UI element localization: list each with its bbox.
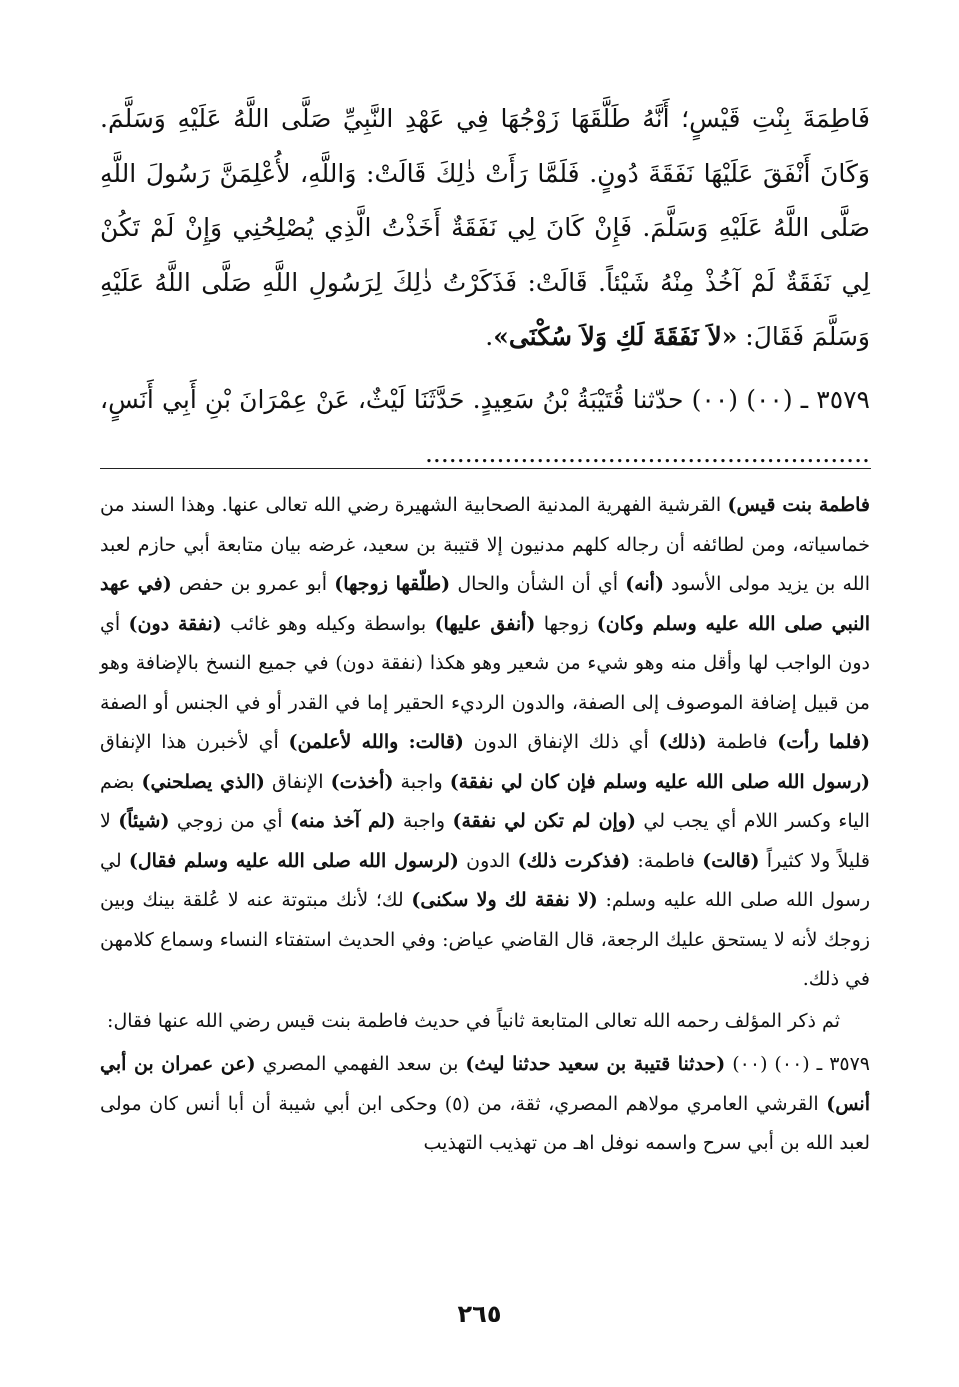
commentary-segment: أي أن الشأن والحال (450, 573, 626, 595)
continuation-dots: ........................................................ (424, 439, 870, 468)
hadith-paragraph: فَاطِمَةَ بِنْتِ قَيْسٍ؛ أَنَّهُ طَلَّقَهَا زَوْجُهَا فِي عَهْدِ النَّبِيِّ صَلَّى اللَّهُ عَلَيْهِ وَسَلَّمَ. وَكَانَ أَنْفَقَ عَلَيْهَا نَفَقَةَ دُونٍ. فَلَمَّا رَأَتْ ذٰلِكَ قَالَتْ: وَاللَّهِ، لأُعْلِمَنَّ رَسُولَ اللَّهِ صَلَّى اللَّهُ عَلَيْهِ وَسَلَّمَ. فَإِنْ كَانَ لِي نَفَقَةٌ أَخَذْتُ الَّذِي يُصْلِحُنِي وَإِنْ لَمْ تَكُنْ لِي نَفَقَةٌ لَمْ آخُذْ مِنْهُ شَيْئاً. قَالَتْ: فَذَكَرْتُ ذٰلِكَ لِرَسُولِ اللَّهِ صَلَّى اللَّهُ عَلَيْهِ وَسَلَّمَ فَقَالَ: «لاَ نَفَقَةَ لَكِ وَلاَ سُكْنَى». (100, 104, 870, 351)
bold-quote-segment: (فذكرت ذلك) (517, 849, 631, 872)
bold-quote-segment: (أنه) (625, 573, 664, 595)
commentary-segment: ثم ذكر المؤلف رحمه الله تعالى المتابعة ثانياً في حديث فاطمة بنت قيس رضي الله عنها فقال: (107, 1009, 840, 1032)
bold-quote-segment: (لا نفقة لك ولا سكنى) (411, 889, 598, 911)
bold-quote-segment: (حدثنا قتيبة بن سعيد حدثنا ليث) (465, 1053, 726, 1075)
bold-quote-segment: (نفقة دون) (128, 612, 222, 635)
bold-quote-segment: (طلّقها زوجها) (334, 573, 451, 595)
main-hadith-text (100, 92, 870, 482)
hadith-chain-line: ٣٥٧٩ ـ (٠٠) (٠٠) حدّثنا قُتَيْبَةُ بْنُ سَعِيدٍ. حَدَّثَنَا لَيْثٌ، عَنْ عِمْرَانَ بْنِ أَبِي أَنَسٍ، ........................................................ (100, 384, 870, 468)
commentary-segment: أبو عمرو بن حفص (171, 573, 335, 595)
commentary-segment: فاطمة: (630, 849, 703, 872)
commentary-segment: واجبة (393, 770, 450, 793)
bold-quote-segment: (قالت: والله لأعلمن) (288, 731, 464, 753)
page-number: ٢٦٥ (457, 1300, 502, 1328)
bold-quote-segment: (الذي يصلحني) (141, 770, 265, 793)
bold-quote-segment: (ذلك) (658, 731, 707, 753)
commentary-segment: لك؛ لأنك مبتوتة عنه لا عُلقة بينك وبين زوجك لأنه لا يستحق عليك الرجعة، قال القاضي عياض: وفي الحديث استفتاء النساء وسماع كلامهن في ذلك. (100, 889, 870, 990)
commentary-segment: أي ذلك الإنفاق الدون (463, 731, 659, 753)
commentary-segment: القرشية الفهرية المدنية الصحابية الشهيرة رضي الله تعالى عنها. وهذا السند من خماسياته، ومن لطائفه أن رجاله كلهم مدنيون إلا قتيبة بن سعيد، غرضه بيان متابعة أبي حازم لعبد الله بن يزيد مولى الأسود (100, 494, 870, 595)
bold-quote-segment: (لم آخذ منه) (289, 810, 396, 832)
commentary-segment: الدون (458, 849, 518, 872)
commentary-segment: أي دون الواجب لها وأقل منه وهو شيء من شعير وهو هكذا (نفقة دون) في جميع النسخ بالإضافة وهو من قبيل إضافة الموصوف إلى الصفة، والدون الرديء الحقير إما في القدر أو في الجنس أو الصفة (100, 612, 870, 714)
commentary-segment: زوجها (535, 612, 597, 635)
commentary-segment: فاطمة (706, 731, 778, 753)
commentary-text (100, 486, 870, 1164)
bold-quote-segment: (أخذت) (330, 770, 394, 793)
bold-quote-segment: (قالت) (702, 849, 760, 872)
footnote-separator (100, 468, 871, 469)
commentary-segment: أي من زوجي (169, 810, 290, 832)
commentary-segment: بضم الياء وكسر اللام أي يجب لي (100, 770, 870, 832)
commentary-segment: لي رسول الله صلى الله عليه وسلم: (100, 849, 870, 911)
commentary-segment: ٣٥٧٩ ـ (٠٠) (٠٠) (725, 1053, 871, 1075)
bold-quote-segment: (عن عمران بن أبي أنس) (100, 1053, 870, 1115)
commentary-segment: لا قليلاً ولا كثيراً (100, 810, 870, 872)
bold-quote-segment: (شيئاً) (118, 810, 170, 832)
prophet-quote: «لاَ نَفَقَةَ لَكِ وَلاَ سُكْنَى» (493, 322, 738, 351)
bold-quote-segment: (رسول الله صلى الله عليه وسلم فإن كان لي نفقة) (449, 770, 870, 793)
commentary-segment: بواسطة وكيله وهو غائب (221, 612, 435, 635)
commentary-paragraph-1 (100, 486, 870, 1000)
commentary-paragraph-2 (100, 1002, 870, 1042)
bold-quote-segment: (وإن لم تكن لي نفقة) (452, 810, 636, 832)
commentary-segment: القرشي العامري مولاهم المصري، ثقة، من (٥) وحكى ابن أبي شيبة أن أبا أنس كان مولى لعبد الله بن أبي سرح واسمه نوفل اهـ من تهذيب التهذيب (100, 1092, 870, 1154)
bold-quote-segment: فاطمة بنت قيس) (727, 494, 870, 516)
bold-quote-segment: (أنفق عليها) (434, 612, 536, 635)
bold-quote-segment: (فلما رأت) (777, 731, 870, 753)
commentary-segment: بن سعد الفهمي المصري (255, 1053, 466, 1075)
bold-quote-segment: (في عهد النبي صلى الله عليه وسلم وكان) (100, 573, 870, 635)
bold-quote-segment: (لرسول الله صلى الله عليه وسلم فقال) (128, 849, 459, 872)
commentary-segment: واجبة (395, 810, 453, 832)
commentary-segment: أي لأخبرن هذا الإنفاق (100, 731, 289, 753)
commentary-paragraph-3 (100, 1045, 870, 1164)
commentary-segment: الإنفاق (264, 770, 331, 793)
